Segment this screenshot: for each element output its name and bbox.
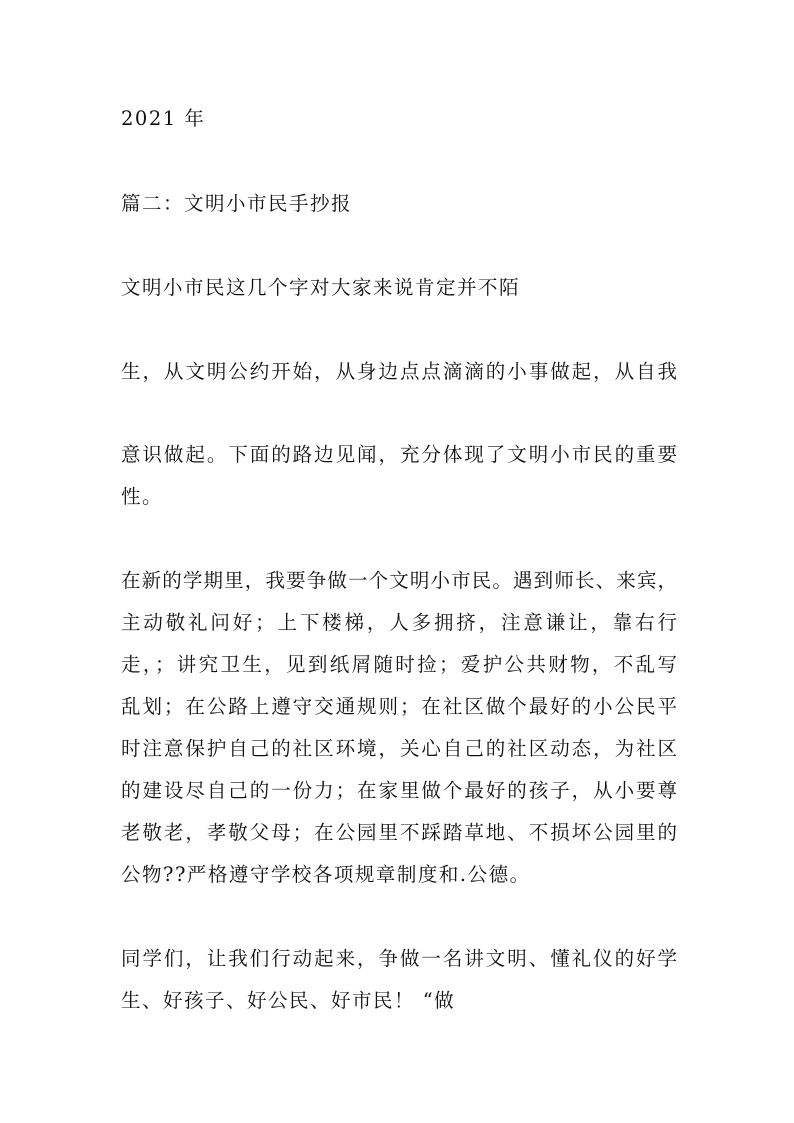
paragraph-2-line-4: 乱划；在公路上遵守交通规则；在社区做个最好的小公民平 (121, 695, 677, 718)
paragraph-3-line-1: 同学们，让我们行动起来，争做一名讲文明、懂礼仪的好学 (121, 947, 677, 970)
paragraph-2-line-5: 时注意保护自己的社区环境，关心自己的社区动态，为社区 (121, 737, 677, 760)
paragraph-2-line-3: 走，；讲究卫生，见到纸屑随时捡；爱护公共财物，不乱写 (121, 653, 677, 676)
section-title: 篇二：文明小市民手抄报 (121, 192, 353, 215)
year-heading: 2021 年 (121, 107, 206, 130)
paragraph-1-line-2: 生，从文明公约开始，从身边点点滴滴的小事做起，从自我 (121, 360, 677, 383)
paragraph-2-line-6: 的建设尽自己的一份力；在家里做个最好的孩子，从小要尊 (121, 779, 677, 802)
paragraph-3-line-2: 生、好孩子、好公民、好市民！ “做 (121, 989, 456, 1012)
paragraph-2-line-8: 公物??严格遵守学校各项规章制度和.公德。 (121, 863, 531, 886)
paragraph-2-line-1: 在新的学期里，我要争做一个文明小市民。遇到师长、来宾， (121, 569, 677, 592)
paragraph-2-line-2: 主动敬礼问好；上下楼梯，人多拥挤，注意谦让，靠右行 (121, 611, 677, 634)
paragraph-2-line-7: 老敬老，孝敬父母；在公园里不踩踏草地、不损坏公园里的 (121, 821, 677, 844)
paragraph-1-line-1: 文明小市民这几个字对大家来说肯定并不陌 (121, 276, 521, 299)
paragraph-1-line-4: 性。 (121, 485, 164, 508)
paragraph-1-line-3: 意识做起。下面的路边见闻，充分体现了文明小市民的重要 (121, 443, 677, 466)
